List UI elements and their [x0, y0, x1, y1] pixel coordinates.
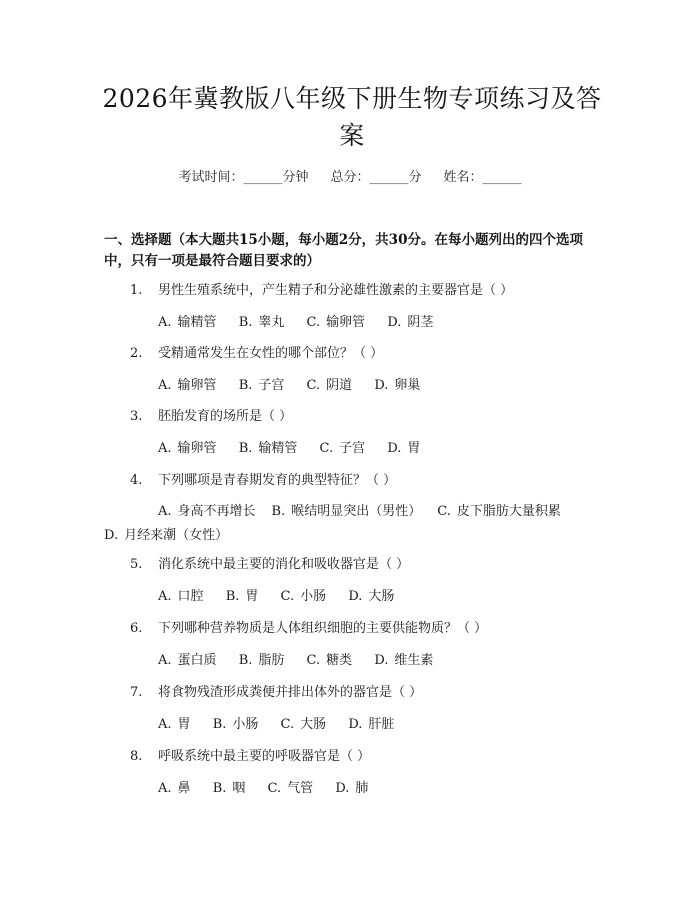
option-letter: B. [212, 717, 227, 732]
option-letter: D. [387, 441, 402, 456]
option-text: 身高不再增长 [177, 504, 256, 519]
option-text: 大肠 [300, 717, 327, 732]
option-d [104, 524, 228, 548]
question-options [158, 439, 618, 459]
question-text: 胚胎发育的场所是（ ） [158, 409, 293, 424]
option-c [307, 313, 366, 333]
question-text: 将食物残渣形成粪便并排出体外的器官是（ ） [158, 685, 423, 700]
option-c [307, 376, 353, 396]
option-text: 肺 [355, 781, 369, 796]
question-stem [130, 407, 600, 427]
question-number: 7. [130, 685, 143, 700]
question-options [158, 313, 618, 333]
option-c [437, 500, 561, 524]
option-b [226, 587, 259, 607]
option-letter: B. [238, 653, 253, 668]
option-letter: A. [158, 781, 172, 796]
option-letter: A. [158, 315, 172, 330]
option-a [158, 651, 217, 671]
question-stem [130, 747, 600, 767]
option-letter: C. [319, 441, 334, 456]
option-text: 输卵管 [177, 441, 217, 456]
option-text: 子宫 [258, 378, 285, 393]
question-stem [130, 344, 600, 364]
exam-info-line [0, 168, 700, 188]
option-text: 咽 [232, 781, 246, 796]
option-text: 输卵管 [326, 315, 366, 330]
question-stem [130, 281, 600, 301]
option-letter: B. [212, 781, 227, 796]
option-b [213, 779, 246, 799]
option-letter: B. [225, 589, 240, 604]
option-text: 睾丸 [258, 315, 285, 330]
question-number: 2. [130, 346, 143, 361]
question-number: 8. [130, 749, 143, 764]
question-stem [130, 471, 600, 491]
option-text: 肝脏 [368, 717, 395, 732]
option-a [158, 715, 191, 735]
question-options [158, 651, 618, 671]
option-letter: C. [437, 504, 451, 519]
option-b [272, 500, 422, 524]
question-options [158, 376, 618, 396]
option-letter: B. [271, 504, 286, 519]
option-b [239, 376, 285, 396]
option-a [158, 779, 191, 799]
option-a [158, 500, 256, 524]
option-a [158, 439, 217, 459]
option-d [348, 715, 394, 735]
question-text: 下列哪项是青春期发育的典型特征？（ ） [158, 473, 397, 488]
total-score-field: 总分：______分 [330, 170, 422, 185]
option-c [320, 439, 366, 459]
option-text: 口腔 [177, 589, 204, 604]
option-letter: A. [158, 653, 172, 668]
option-c [281, 587, 327, 607]
question-text: 消化系统中最主要的消化和吸收器官是（ ） [158, 557, 410, 572]
option-b [239, 651, 285, 671]
option-text: 脂肪 [258, 653, 285, 668]
option-letter: C. [306, 653, 321, 668]
option-text: 小肠 [300, 589, 327, 604]
option-text: 胃 [407, 441, 421, 456]
exam-time-field: 考试时间：______分钟 [178, 170, 309, 185]
option-d [387, 439, 420, 459]
option-letter: B. [238, 441, 253, 456]
option-letter: B. [238, 378, 253, 393]
option-d [374, 376, 420, 396]
option-letter: A. [158, 441, 172, 456]
question-number: 3. [130, 409, 143, 424]
option-text: 气管 [287, 781, 314, 796]
option-letter: C. [267, 781, 282, 796]
option-letter: D. [348, 717, 363, 732]
option-letter: D. [104, 528, 119, 543]
option-text: 月经来潮（女性） [124, 528, 229, 543]
option-letter: C. [280, 717, 295, 732]
option-text: 输卵管 [177, 378, 217, 393]
question-stem [130, 683, 600, 703]
section-title: 一、选择题（本大题共15小题，每小题2分，共30分。在每小题列出的四个选项中，只有一项是最符合题目要求的） [104, 232, 583, 269]
option-c [268, 779, 314, 799]
page-title: 2026年冀教版八年级下册生物专项练习及答案 [102, 84, 602, 150]
option-text: 卵巢 [394, 378, 421, 393]
question-number: 6. [130, 621, 143, 636]
question-number: 5. [130, 557, 143, 572]
question-options [158, 779, 618, 799]
option-letter: A. [158, 378, 172, 393]
question-text: 男性生殖系统中，产生精子和分泌雄性激素的主要器官是（ ） [158, 283, 514, 298]
option-a [158, 313, 217, 333]
student-name-field: 姓名：______ [443, 170, 522, 185]
option-b [239, 439, 298, 459]
option-d [335, 779, 368, 799]
option-text: 小肠 [232, 717, 259, 732]
option-a [158, 376, 217, 396]
option-a [158, 587, 204, 607]
option-text: 皮下脂肪大量积累 [456, 504, 561, 519]
option-letter: C. [280, 589, 295, 604]
question-text: 下列哪种营养物质是人体组织细胞的主要供能物质？（ ） [158, 621, 488, 636]
option-letter: D. [335, 781, 350, 796]
question-text: 呼吸系统中最主要的呼吸器官是（ ） [158, 749, 371, 764]
question-stem [130, 619, 600, 639]
question-text: 受精通常发生在女性的哪个部位？（ ） [158, 346, 384, 361]
option-text: 子宫 [339, 441, 366, 456]
question-options [104, 500, 604, 548]
option-letter: D. [348, 589, 363, 604]
question-stem [130, 555, 600, 575]
option-text: 胃 [245, 589, 259, 604]
option-letter: A. [158, 504, 172, 519]
option-letter: D. [374, 378, 389, 393]
option-letter: D. [374, 653, 389, 668]
option-letter: C. [306, 315, 321, 330]
option-letter: A. [158, 717, 172, 732]
question-number: 4. [130, 473, 143, 488]
option-text: 胃 [177, 717, 191, 732]
question-options [158, 715, 618, 735]
option-text: 输精管 [177, 315, 217, 330]
option-text: 阴茎 [407, 315, 434, 330]
option-text: 喉结明显突出（男性） [291, 504, 422, 519]
option-c [307, 651, 353, 671]
option-letter: B. [238, 315, 253, 330]
option-letter: D. [387, 315, 402, 330]
option-d [387, 313, 433, 333]
option-text: 鼻 [177, 781, 191, 796]
question-options [158, 587, 618, 607]
option-text: 蛋白质 [177, 653, 217, 668]
option-text: 输精管 [258, 441, 298, 456]
option-text: 糖类 [326, 653, 353, 668]
question-number: 1. [130, 283, 143, 298]
option-d [374, 651, 433, 671]
option-b [239, 313, 285, 333]
option-c [281, 715, 327, 735]
option-text: 大肠 [368, 589, 395, 604]
option-text: 阴道 [326, 378, 353, 393]
option-text: 维生素 [394, 653, 434, 668]
option-letter: A. [158, 589, 172, 604]
option-letter: C. [306, 378, 321, 393]
option-b [213, 715, 259, 735]
option-d [348, 587, 394, 607]
